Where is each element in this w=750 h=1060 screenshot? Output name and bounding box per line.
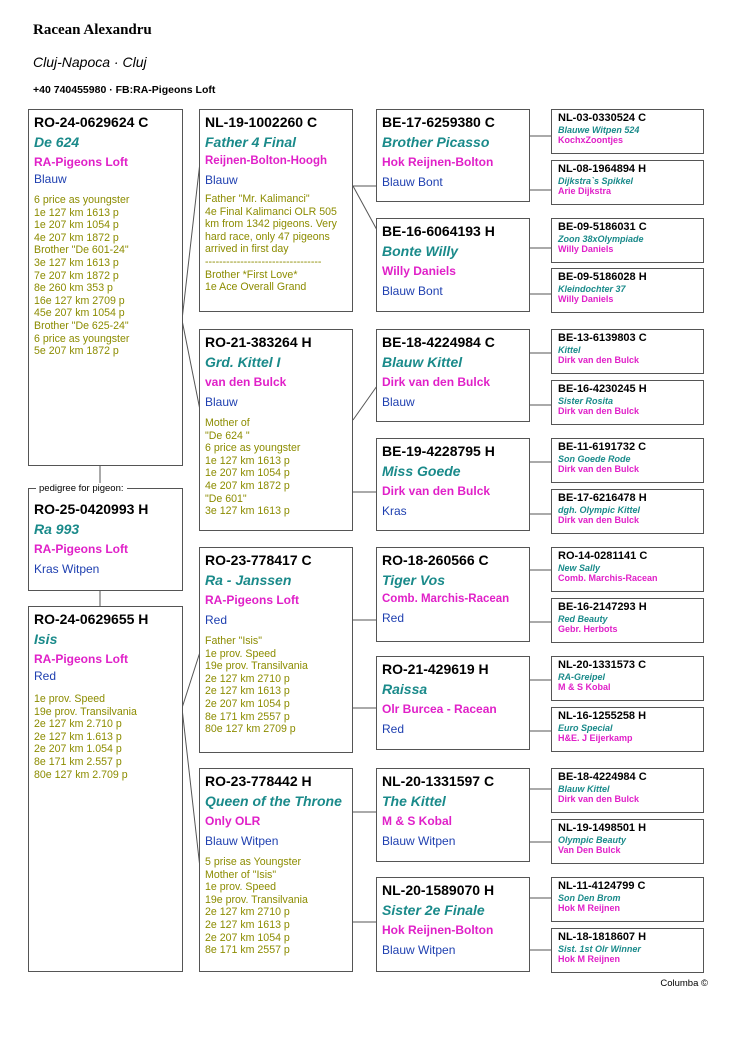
pigeon-name: The Kittel	[382, 793, 446, 809]
pigeon-ring: BE-16-2147293 H	[558, 601, 647, 613]
pigeon-ring: RO-23-778442 H	[205, 773, 312, 789]
pigeon-notes: Father "Mr. Kalimanci" 4e Final Kalimanci OLR 505 km from 1342 pigeons. Very hard race, only 47 pigeons arrived in first day --------------------------------- Brother *First Love* 1e Ace Overall Grand	[205, 193, 337, 294]
pigeon-ring: BE-13-6139803 C	[558, 332, 647, 344]
pigeon-name: Son Goede Rode	[558, 454, 631, 464]
pigeon-name: Bonte Willy	[382, 243, 459, 259]
pigeon-breeder: RA-Pigeons Loft	[205, 593, 299, 607]
pigeon-ring: NL-08-1964894 H	[558, 163, 647, 175]
pigeon-name: Raissa	[382, 681, 428, 697]
pigeon-breeder: Hok Reijnen-Bolton	[382, 923, 494, 937]
pigeon-color: Blauw	[205, 173, 238, 187]
sire-box[interactable]	[28, 109, 183, 466]
pigeon-name: dgh. Olympic Kittel	[558, 505, 641, 515]
great-grandparent-box[interactable]	[376, 768, 530, 862]
ancestor-box[interactable]	[551, 819, 704, 864]
pigeon-name: Blauw Kittel	[382, 354, 463, 370]
pigeon-breeder: Only OLR	[205, 814, 261, 828]
pigeon-breeder: Arie Dijkstra	[558, 186, 612, 196]
pigeon-color: Red	[205, 613, 228, 627]
pigeon-ring: RO-24-0629624 C	[34, 114, 149, 130]
ancestor-box[interactable]	[551, 656, 704, 701]
pigeon-breeder: Reijnen-Bolton-Hoogh	[205, 155, 328, 167]
pigeon-breeder: Dirk van den Bulck	[382, 484, 491, 498]
dam-box[interactable]	[28, 606, 183, 972]
grandparent-box[interactable]	[199, 547, 353, 753]
pigeon-color: Blauw Witpen	[205, 834, 279, 848]
pigeon-name: Sister Rosita	[558, 396, 614, 406]
pigeon-name: Miss Goede	[382, 463, 461, 479]
pigeon-color: Blauw Bont	[382, 284, 443, 298]
pigeon-color: Blauw	[34, 172, 67, 186]
pigeon-breeder: Dirk van den Bulck	[558, 464, 640, 474]
pigeon-name: Dijkstra`s Spikkel	[558, 176, 634, 186]
pigeon-breeder: RA-Pigeons Loft	[34, 155, 128, 169]
pigeon-ring: BE-18-4224984 C	[558, 771, 647, 783]
pigeon-name: Kittel	[558, 345, 581, 355]
owner-location: Cluj-Napoca · Cluj	[33, 54, 147, 70]
pigeon-color: Blauw	[382, 395, 415, 409]
pigeon-ring: NL-19-1002260 C	[205, 114, 318, 130]
pigeon-color: Red	[34, 669, 57, 683]
pigeon-notes: Mother of "De 624 " 6 price as youngster 1e 127 km 1613 p 1e 207 km 1054 p 4e 207 km 1872 p "De 601" 3e 127 km 1613 p	[205, 417, 301, 518]
ancestor-box[interactable]	[551, 438, 704, 483]
pigeon-name: Kleindochter 37	[558, 284, 626, 294]
pigeon-color: Kras Witpen	[34, 562, 100, 576]
pigeon-ring: RO-14-0281141 C	[558, 550, 648, 562]
great-grandparent-box[interactable]	[376, 877, 530, 972]
pigeon-breeder: Comb. Marchis-Racean	[558, 573, 658, 583]
great-grandparent-box[interactable]	[376, 547, 530, 642]
pigeon-breeder: Dirk van den Bulck	[382, 375, 491, 389]
pigeon-color: Blauw Bont	[382, 175, 443, 189]
pigeon-name: Son Den Brom	[558, 893, 621, 903]
pigeon-name: Olympic Beauty	[558, 835, 627, 845]
pigeon-name: Blauwe Witpen 524	[558, 125, 640, 135]
pigeon-name: Sister 2e Finale	[382, 902, 485, 918]
pigeon-ring: BE-19-4228795 H	[382, 443, 495, 459]
pigeon-breeder: Olr Burcea - Racean	[382, 702, 497, 716]
great-grandparent-box[interactable]	[376, 218, 530, 312]
ancestor-box[interactable]	[551, 109, 704, 154]
pigeon-ring: BE-16-4230245 H	[558, 383, 647, 395]
footer-credit: Columba ©	[660, 978, 708, 989]
pigeon-name: De 624	[34, 134, 80, 150]
pigeon-ring: BE-17-6216478 H	[558, 492, 647, 504]
ancestor-box[interactable]	[551, 268, 704, 313]
pigeon-name: Queen of the Throne	[205, 793, 342, 809]
ancestor-box[interactable]	[551, 547, 704, 592]
pigeon-name: New Sally	[558, 563, 601, 573]
pigeon-breeder: Gebr. Herbots	[558, 624, 618, 634]
pigeon-breeder: Willy Daniels	[558, 244, 614, 254]
pigeon-ring: RO-23-778417 C	[205, 552, 312, 568]
ancestor-box[interactable]	[551, 218, 704, 263]
great-grandparent-box[interactable]	[376, 656, 530, 750]
pedigree-label: pedigree for pigeon:	[36, 483, 127, 494]
pigeon-name: Grd. Kittel I	[205, 354, 281, 370]
pigeon-breeder: Hok Reijnen-Bolton	[382, 155, 494, 169]
pigeon-breeder: M & S Kobal	[558, 682, 611, 692]
pigeon-breeder: Comb. Marchis-Racean	[382, 593, 510, 605]
ancestor-box[interactable]	[551, 928, 704, 973]
pigeon-breeder: M & S Kobal	[382, 814, 453, 828]
pigeon-breeder: H&E. J Eijerkamp	[558, 733, 633, 743]
grandparent-box[interactable]	[199, 768, 353, 972]
ancestor-box[interactable]	[551, 489, 704, 534]
pigeon-ring: NL-19-1498501 H	[558, 822, 647, 834]
pigeon-name: Ra - Janssen	[205, 572, 292, 588]
pigeon-ring: BE-09-5186028 H	[558, 271, 647, 283]
pigeon-notes: 1e prov. Speed 19e prov. Transilvania 2e 127 km 2.710 p 2e 127 km 1.613 p 2e 207 km 1.054 p 8e 171 km 2.557 p 80e 127 km 2.709 p	[34, 693, 137, 781]
pigeon-ring: NL-11-4124799 C	[558, 880, 646, 892]
pigeon-ring: BE-17-6259380 C	[382, 114, 495, 130]
pigeon-name: Ra 993	[34, 521, 80, 537]
pigeon-breeder: Dirk van den Bulck	[558, 406, 640, 416]
great-grandparent-box[interactable]	[376, 438, 530, 531]
pigeon-breeder: Dirk van den Bulck	[558, 515, 640, 525]
pigeon-name: RA-Greipel	[558, 672, 606, 682]
pigeon-name: Sist. 1st Olr Winner	[558, 944, 641, 954]
pigeon-ring: BE-09-5186031 C	[558, 221, 647, 233]
pigeon-color: Kras	[382, 504, 407, 518]
pigeon-breeder: van den Bulck	[205, 375, 287, 389]
pigeon-breeder: Willy Daniels	[558, 294, 614, 304]
pigeon-name: Isis	[34, 631, 58, 647]
ancestor-box[interactable]	[551, 380, 704, 425]
pigeon-ring: RO-21-383264 H	[205, 334, 312, 350]
pigeon-breeder: Willy Daniels	[382, 264, 456, 278]
pigeon-notes: Father "Isis" 1e prov. Speed 19e prov. Transilvania 2e 127 km 2710 p 2e 127 km 1613 p 2e 207 km 1054 p 8e 171 km 2557 p 80e 127 km 2709 p	[205, 635, 308, 736]
ancestor-box[interactable]	[551, 329, 704, 374]
pigeon-ring: RO-25-0420993 H	[34, 501, 149, 517]
grandparent-box[interactable]	[199, 329, 353, 531]
pigeon-ring: RO-24-0629655 H	[34, 611, 149, 627]
pigeon-breeder: Dirk van den Bulck	[558, 794, 640, 804]
pigeon-notes: 6 price as youngster 1e 127 km 1613 p 1e 207 km 1054 p 4e 207 km 1872 p Brother "De 601-24" 3e 127 km 1613 p 7e 207 km 1872 p 8e 260 km 353 p 16e 127 km 2709 p 45e 207 km 1054 p Brother "De 625-24" 6 price as youngster 5e 207 km 1872 p	[34, 194, 130, 358]
pigeon-ring: NL-16-1255258 H	[558, 710, 647, 722]
great-grandparent-box[interactable]	[376, 109, 530, 202]
great-grandparent-box[interactable]	[376, 329, 530, 422]
pigeon-breeder: RA-Pigeons Loft	[34, 652, 128, 666]
pigeon-ring: BE-11-6191732 C	[558, 441, 647, 453]
pigeon-ring: RO-21-429619 H	[382, 661, 489, 677]
ancestor-box[interactable]	[551, 768, 704, 813]
pigeon-ring: NL-03-0330524 C	[558, 112, 647, 124]
pigeon-notes: 5 prise as Youngster Mother of "Isis" 1e prov. Speed 19e prov. Transilvania 2e 127 km 2710 p 2e 127 km 1613 p 2e 207 km 1054 p 8e 171 km 2557 p	[205, 856, 308, 957]
pigeon-ring: NL-18-1818607 H	[558, 931, 647, 943]
pigeon-color: Blauw	[205, 395, 238, 409]
ancestor-box[interactable]	[551, 707, 704, 752]
ancestor-box[interactable]	[551, 160, 704, 205]
grandparent-box[interactable]	[199, 109, 353, 312]
pigeon-ring: NL-20-1589070 H	[382, 882, 495, 898]
pigeon-ring: BE-16-6064193 H	[382, 223, 495, 239]
pigeon-color: Blauw Witpen	[382, 943, 456, 957]
pigeon-ring: NL-20-1331597 C	[382, 773, 495, 789]
owner-name: Racean Alexandru	[33, 22, 152, 38]
owner-contact: +40 740455980 · FB:RA-Pigeons Loft	[33, 84, 216, 96]
pigeon-color: Red	[382, 722, 405, 736]
pigeon-name: Tiger Vos	[382, 572, 446, 588]
pigeon-color: Blauw Witpen	[382, 834, 456, 848]
pigeon-ring: RO-18-260566 C	[382, 552, 489, 568]
pigeon-color: Red	[382, 611, 405, 625]
pigeon-breeder: Van Den Bulck	[558, 845, 621, 855]
pigeon-name: Brother Picasso	[382, 134, 490, 150]
ancestor-box[interactable]	[551, 877, 704, 922]
pigeon-ring: BE-18-4224984 C	[382, 334, 495, 350]
pigeon-breeder: KochxZoontjes	[558, 135, 624, 145]
pigeon-ring: NL-20-1331573 C	[558, 659, 647, 671]
pigeon-name: Zoon 38xOlympiade	[558, 234, 644, 244]
pigeon-breeder: RA-Pigeons Loft	[34, 542, 128, 556]
pigeon-breeder: Hok M Reijnen	[558, 954, 621, 964]
ancestor-box[interactable]	[551, 598, 704, 643]
pigeon-breeder: Hok M Reijnen	[558, 903, 621, 913]
pigeon-name: Euro Special	[558, 723, 613, 733]
pigeon-name: Red Beauty	[558, 614, 608, 624]
subject-pigeon-box[interactable]	[28, 488, 183, 591]
pigeon-name: Father 4 Final	[205, 134, 297, 150]
pigeon-breeder: Dirk van den Bulck	[558, 355, 640, 365]
pigeon-name: Blauw Kittel	[558, 784, 610, 794]
